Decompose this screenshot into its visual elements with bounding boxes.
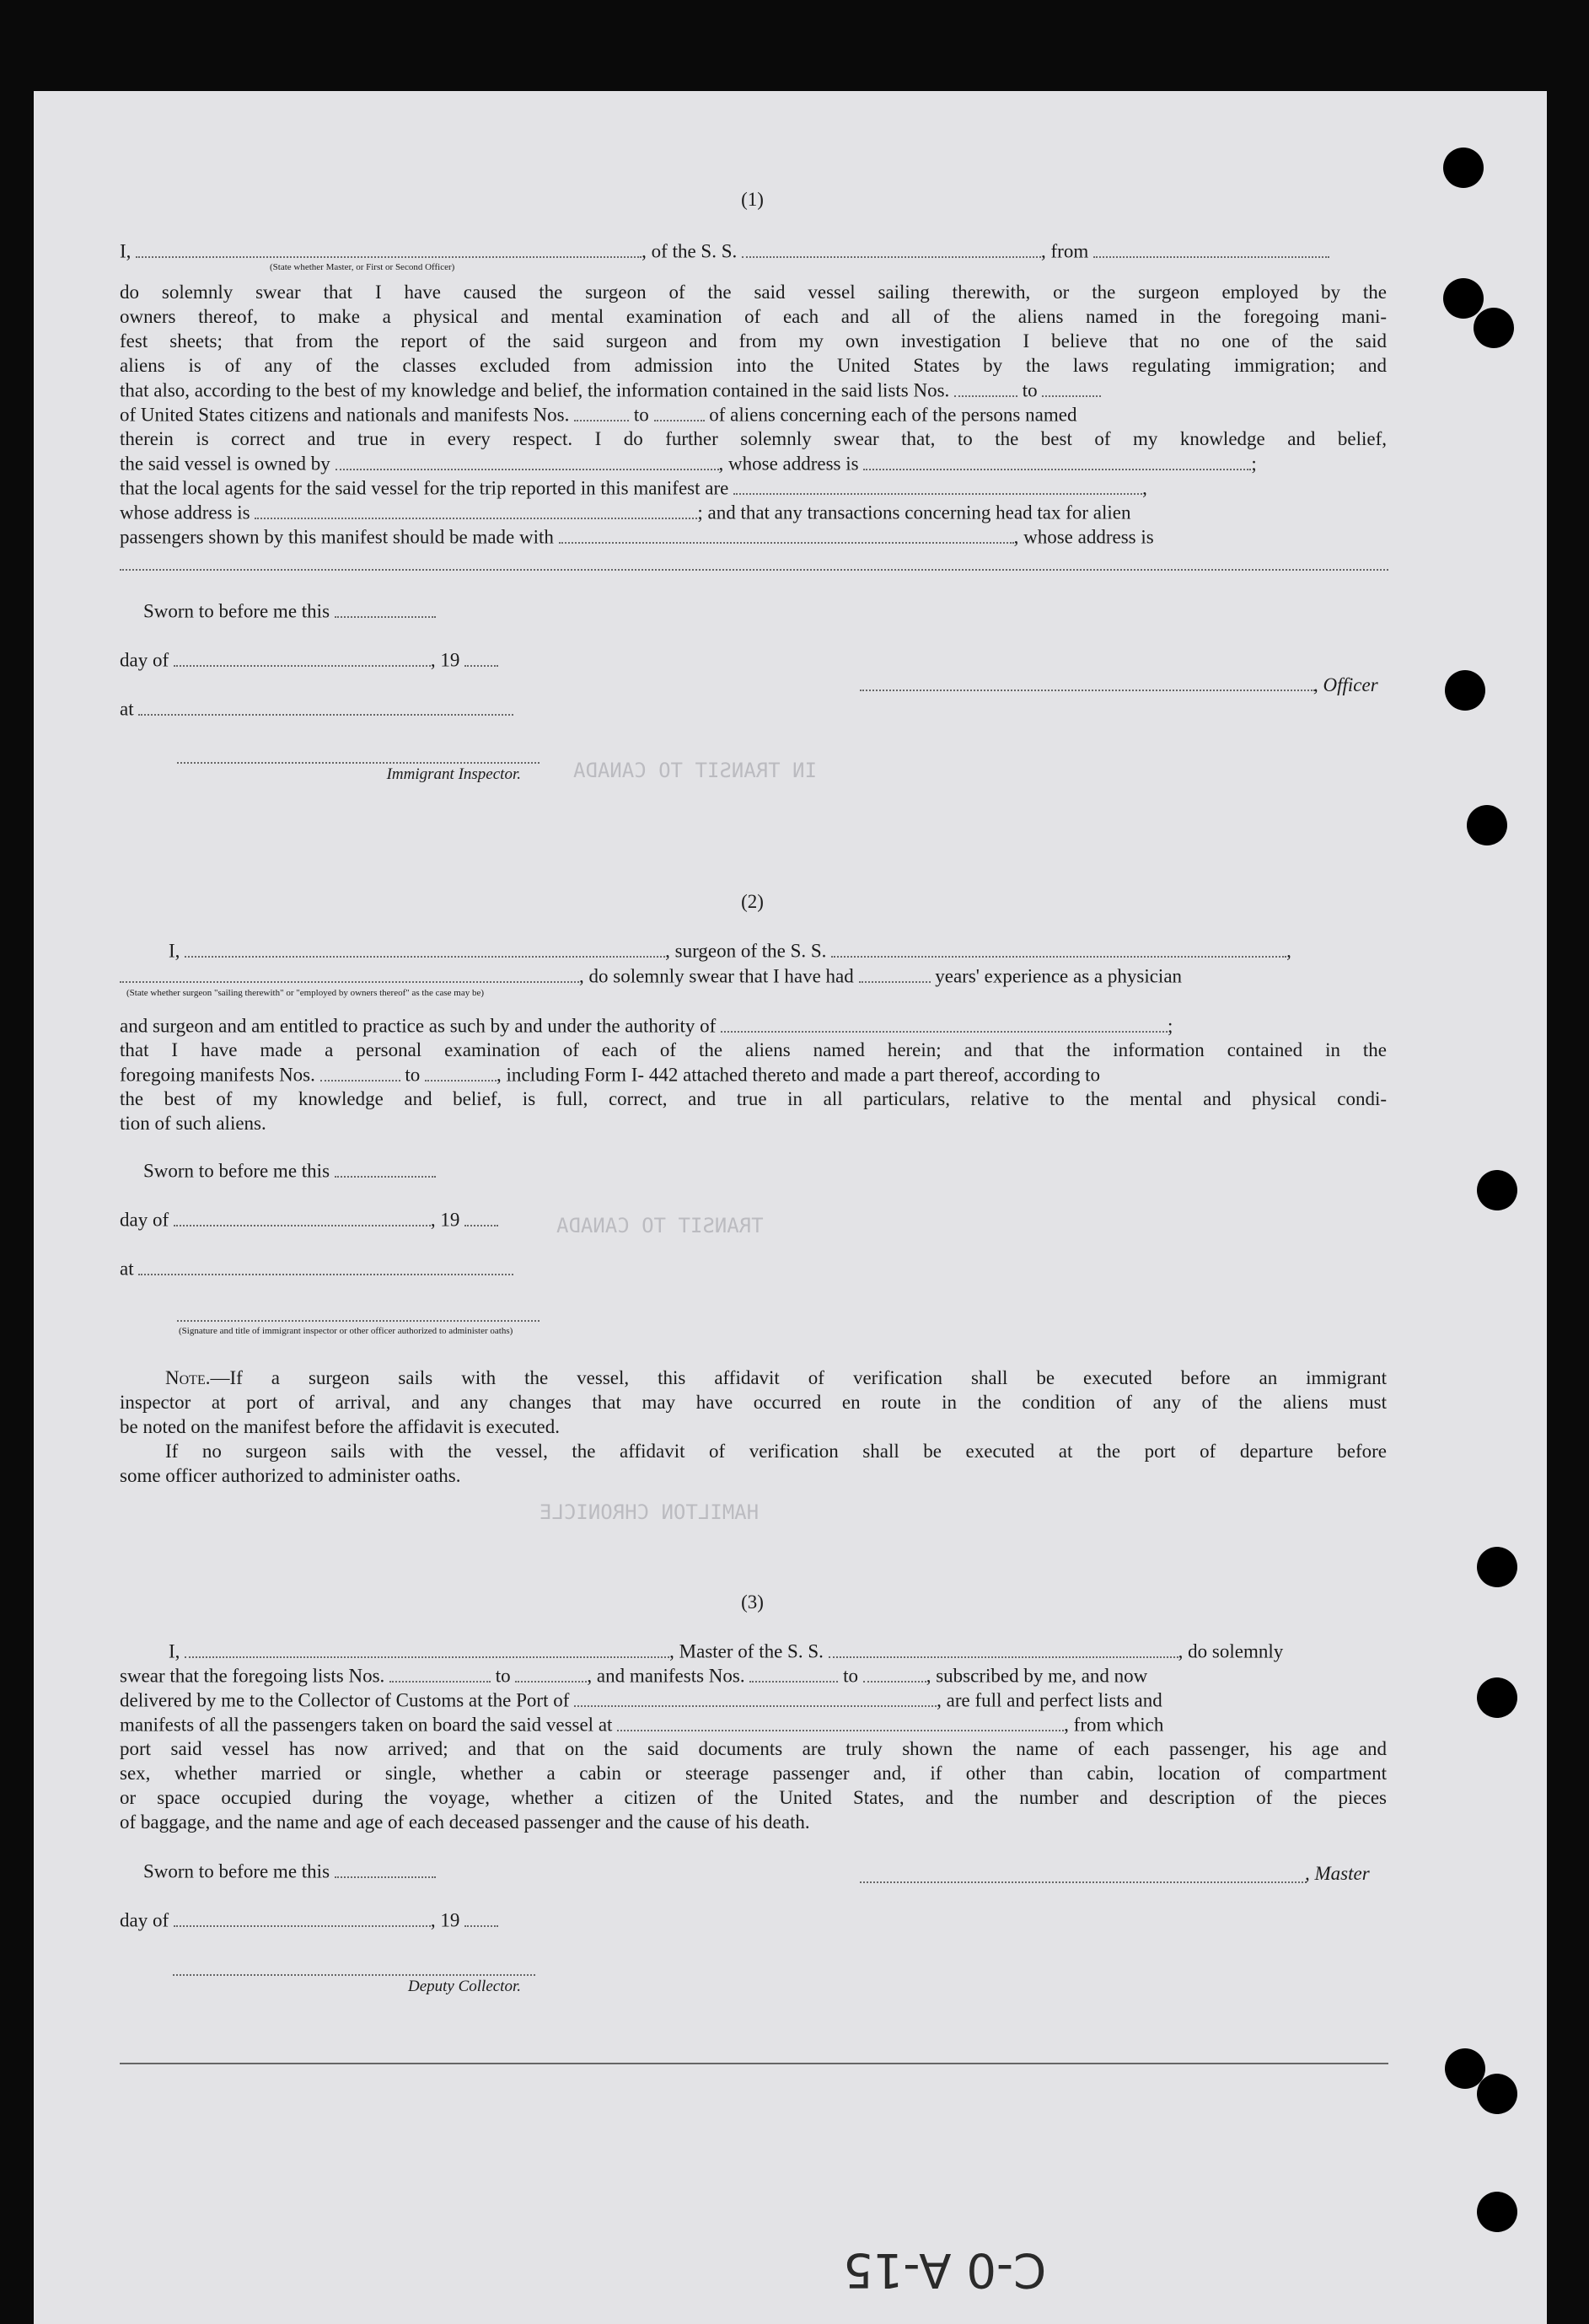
text: , including Form I- 442 attached thereto and made a part thereof, according to <box>497 1064 1100 1086</box>
inspector-label: Immigrant Inspector. <box>386 765 521 783</box>
text: manifests of all the passengers taken on board the said vessel at <box>120 1714 613 1736</box>
field-list-from[interactable] <box>389 1663 491 1683</box>
text: delivered by me to the Collector of Customs at the Port of <box>120 1689 570 1711</box>
text: I, <box>169 1640 180 1662</box>
section-1-heading: (1) <box>741 189 764 210</box>
text: the said vessel is owned by <box>120 453 330 475</box>
sworn-line-3 <box>143 1859 436 1884</box>
field-day-month[interactable] <box>174 1908 431 1927</box>
master-line-4 <box>120 1712 1163 1737</box>
oath-line-manifests <box>120 402 1076 427</box>
field-year[interactable] <box>464 1207 498 1226</box>
text: , surgeon of the S. S. <box>665 940 827 962</box>
binder-hole <box>1477 1170 1517 1210</box>
note-line: be noted on the manifest before the affidavit is executed. <box>120 1416 560 1437</box>
field-surgeon-name[interactable] <box>185 938 665 958</box>
text: to <box>633 404 649 426</box>
binder-hole <box>1467 805 1507 845</box>
text: , of the S. S. <box>642 240 738 262</box>
oath-line-owner: the said vessel is owned by , whose address is ; <box>120 451 1257 476</box>
surgeon-line-2 <box>120 963 1182 989</box>
field-manifest-to[interactable] <box>863 1663 926 1683</box>
field-officer-name[interactable] <box>136 239 642 258</box>
oath-line-head-tax <box>120 524 1154 550</box>
field-master-name[interactable] <box>185 1639 669 1658</box>
field-list-from[interactable] <box>954 378 1017 397</box>
oath-line: owners thereof, to make a physical and mental examination of each and all of the aliens named in the foregoing mani- <box>120 306 1387 327</box>
field-manifest-from[interactable] <box>320 1062 400 1081</box>
note-line-1 <box>165 1366 1387 1390</box>
section-3-heading: (3) <box>741 1591 764 1613</box>
section-2-heading: (2) <box>741 891 764 912</box>
text: , from <box>1041 240 1089 262</box>
text: , whose address is <box>718 453 859 475</box>
day-line-2 <box>120 1207 498 1232</box>
text: Sworn to before me this <box>143 1860 330 1882</box>
field-manifest-from[interactable] <box>749 1663 838 1683</box>
oath-line-lists <box>120 378 1101 403</box>
text: ; and that any transactions concerning head tax for alien <box>697 502 1131 523</box>
signature-note: (Signature and title of immigrant inspector or other officer authorized to administer oaths) <box>179 1326 513 1336</box>
field-manifest-from[interactable] <box>574 402 629 421</box>
oath-officer-signature-line[interactable] <box>177 1320 540 1322</box>
field-vessel-owner[interactable] <box>336 451 719 470</box>
oath-line: fest sheets; that from the report of the said surgeon and from my own investigation I believe that no one of the said <box>120 330 1387 352</box>
oath-paragraph-1 <box>120 280 1387 378</box>
master-signature-line[interactable] <box>860 1881 1307 1883</box>
text: , 19 <box>430 649 460 671</box>
text: foregoing manifests Nos. <box>120 1064 315 1086</box>
oath-line: therein is correct and true in every respect. I do further solemnly swear that, to the best of my knowledge and belief, <box>120 428 1387 449</box>
inspector-signature-line[interactable] <box>177 762 540 764</box>
note-label: Note. <box>165 1367 211 1388</box>
field-list-to[interactable] <box>1042 378 1101 397</box>
at-line-1 <box>120 696 513 722</box>
text: that also, according to the best of my knowledge and belief, the information contained in the said lists Nos. <box>120 379 950 401</box>
text: day of <box>120 649 169 671</box>
surgeon-line: the best of my knowledge and belief, is full, correct, and true in all particulars, relative to the mental and physical condi- <box>120 1088 1387 1109</box>
field-agent-address[interactable] <box>255 500 697 519</box>
text: , Master of the S. S. <box>669 1640 824 1662</box>
text: swear that the foregoing lists Nos. <box>120 1665 385 1687</box>
field-year[interactable] <box>464 1908 498 1927</box>
text: , 19 <box>430 1209 460 1231</box>
field-manifest-to[interactable] <box>425 1062 497 1081</box>
surgeon-line: that I have made a personal examination of each of the aliens named herein; and that the information contained in the <box>120 1039 1387 1060</box>
text: , and manifests Nos. <box>587 1665 745 1687</box>
master-line: or space occupied during the voyage, whether a citizen of the United States, and the number and description of the pieces <box>120 1787 1387 1808</box>
text: —If a surgeon sails with the vessel, this affidavit of verification shall be executed before an immigrant <box>210 1367 1387 1388</box>
oath-line-agent-address <box>120 500 1130 525</box>
text: day of <box>120 1209 169 1231</box>
at-line-2 <box>120 1256 513 1281</box>
field-years[interactable] <box>859 963 931 983</box>
text: Sworn to before me this <box>143 600 330 622</box>
binder-hole <box>1477 2192 1517 2232</box>
field-authority[interactable] <box>721 1013 1168 1033</box>
master-paragraph <box>120 1736 1387 1810</box>
sworn-line-1 <box>143 598 436 624</box>
field-sworn-day[interactable] <box>335 1158 436 1178</box>
text: passengers shown by this manifest should be made with <box>120 526 554 548</box>
surgeon-line-1: I, , surgeon of the S. S. , <box>169 938 1291 963</box>
text: of United States citizens and nationals and manifests Nos. <box>120 404 570 426</box>
field-year[interactable] <box>464 647 498 667</box>
oath-line: do solemnly swear that I have caused the surgeon of the said vessel sailing therewith, or the surgeon employed by the <box>120 282 1387 303</box>
text: , 19 <box>430 1909 460 1931</box>
binder-hole <box>1477 2074 1517 2114</box>
text: and surgeon and am entitled to practice as such by and under the authority of <box>120 1015 717 1037</box>
text: , whose address is <box>1013 526 1154 548</box>
field-owner-address[interactable] <box>863 451 1251 470</box>
text: that the local agents for the said vessel for the trip reported in this manifest are <box>120 477 729 499</box>
bleed-through-text: TRANSIT TO CANADA <box>556 1214 764 1237</box>
field-port[interactable] <box>574 1688 937 1707</box>
field-at-place[interactable] <box>138 1256 513 1275</box>
text: whose address is <box>120 502 250 523</box>
master-line: port said vessel has now arrived; and that on the said documents are truly shown the name of each passenger, his age and <box>120 1738 1387 1759</box>
text: to <box>495 1665 511 1687</box>
master-line-1 <box>169 1639 1283 1664</box>
text: I, <box>169 940 180 962</box>
handwritten-notation: C-0 A-15 <box>843 2242 1047 2297</box>
field-vessel-name[interactable] <box>742 239 1041 258</box>
text: day of <box>120 1909 169 1931</box>
bottom-rule <box>120 2063 1388 2064</box>
field-manifest-to[interactable] <box>654 402 705 421</box>
deputy-label: Deputy Collector. <box>407 1978 521 1995</box>
text: to <box>843 1665 858 1687</box>
oath-line-agents: that the local agents for the said vessel for the trip reported in this manifest are , <box>120 475 1147 501</box>
field-boarding-port[interactable] <box>617 1712 1064 1731</box>
bleed-through-text: HAMILTON CHRONICLE <box>540 1500 760 1524</box>
text: , subscribed by me, and now <box>926 1665 1148 1687</box>
note-line: some officer authorized to administer oaths. <box>120 1465 461 1486</box>
oath-line: aliens is of any of the classes excluded from admission into the United States by the laws regulating immigration; and <box>120 355 1387 376</box>
text: to <box>405 1064 421 1086</box>
officer-label: , Officer <box>1313 674 1378 695</box>
master-line: of baggage, and the name and age of each deceased passenger and the cause of his death. <box>120 1811 810 1833</box>
deputy-signature-line[interactable] <box>173 1974 535 1976</box>
text: at <box>120 1258 134 1280</box>
binder-hole <box>1477 1547 1517 1587</box>
text: , do solemnly swear that I have had <box>579 965 854 987</box>
field-local-agents[interactable] <box>733 475 1142 495</box>
address-rule <box>120 569 1388 571</box>
field-departure-port[interactable] <box>1093 239 1329 258</box>
text: at <box>120 698 134 720</box>
text: years' experience as a physician <box>935 965 1183 987</box>
surgeon-line-3: and surgeon and am entitled to practice as such by and under the authority of ; <box>120 1013 1173 1039</box>
officer-signature-line[interactable] <box>860 690 1315 691</box>
master-line-2 <box>120 1663 1147 1688</box>
field-day-month[interactable] <box>174 647 431 667</box>
text: to <box>1022 379 1038 401</box>
text: , do solemnly <box>1178 1640 1284 1662</box>
text: I, <box>120 240 132 262</box>
surgeon-line: tion of such aliens. <box>120 1113 266 1134</box>
bleed-through-text: IN TRANSIT TO CANADA <box>573 759 817 782</box>
note-line: If no surgeon sails with the vessel, the affidavit of verification shall be executed at the port of departure before <box>165 1441 1387 1462</box>
text: , are full and perfect lists and <box>937 1689 1162 1711</box>
binder-hole <box>1443 278 1484 319</box>
text: Sworn to before me this <box>143 1160 330 1182</box>
state-note: (State whether Master, or First or Second Officer) <box>270 262 455 272</box>
master-line: sex, whether married or single, whether a cabin or steerage passenger and, if other than cabin, location of compartment <box>120 1763 1387 1784</box>
field-sworn-day[interactable] <box>335 1859 436 1878</box>
surgeon-state-note: (State whether surgeon "sailing therewith" or "employed by owners thereof" as the case may be) <box>126 988 485 998</box>
master-line-3 <box>120 1688 1162 1713</box>
field-list-to[interactable] <box>515 1663 587 1683</box>
text: , from which <box>1064 1714 1164 1736</box>
field-sworn-day[interactable] <box>335 598 436 618</box>
sworn-line-2 <box>143 1158 436 1183</box>
binder-hole <box>1443 148 1484 188</box>
day-line-1 <box>120 647 498 673</box>
field-surgeon-status[interactable] <box>120 963 579 983</box>
master-label: , Master <box>1305 1863 1370 1884</box>
text: of aliens concerning each of the persons named <box>709 404 1077 426</box>
field-day-month[interactable] <box>174 1207 431 1226</box>
note-line: inspector at port of arrival, and any changes that may have occurred en route in the condition of any of the aliens must <box>120 1392 1387 1413</box>
binder-hole <box>1477 1677 1517 1718</box>
binder-hole <box>1474 308 1514 348</box>
field-at-place[interactable] <box>138 696 513 716</box>
field-master-vessel[interactable] <box>829 1639 1178 1658</box>
field-head-tax-party[interactable] <box>559 524 1014 544</box>
field-surgeon-vessel[interactable] <box>831 938 1286 958</box>
day-line-3 <box>120 1908 498 1933</box>
oath-line-1 <box>120 239 1329 264</box>
binder-hole <box>1445 670 1485 711</box>
surgeon-line-manifests <box>120 1062 1100 1087</box>
